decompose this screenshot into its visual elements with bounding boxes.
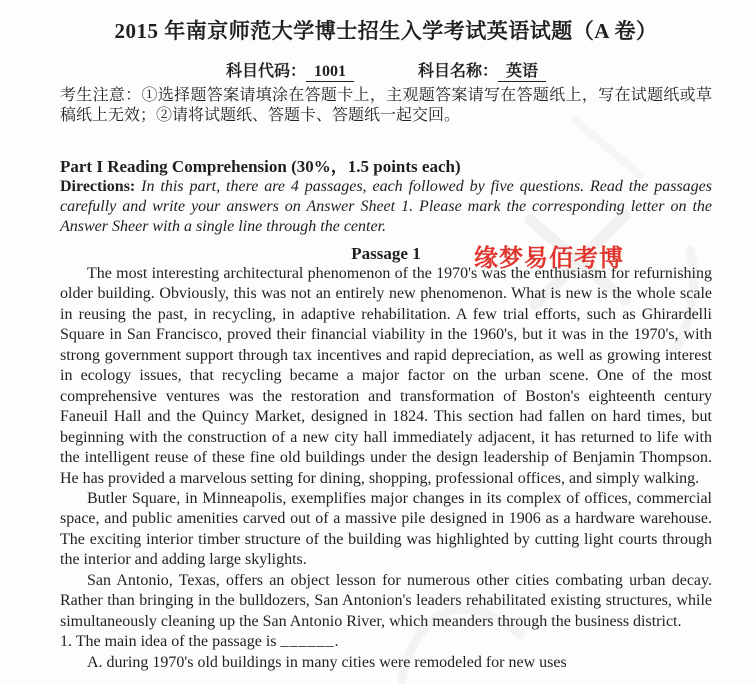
passage1-paragraph-2: Butler Square, in Minneapolis, exemplifies major changes in its complex of offices, commercial space, and public amenities carved out of a massive pile designed in 1906 as a hardware warehouse. The exciting interior timber structure of the building was highlighted by cutting light courts through the interior and adding large skylights. xyxy=(60,489,712,569)
question-1-period: . xyxy=(334,633,339,651)
red-brand-watermark: 缘梦易佰考博 xyxy=(474,245,624,272)
subject-code-value: 1001 xyxy=(306,63,354,82)
subject-line xyxy=(60,61,712,83)
question-1 xyxy=(60,632,712,652)
part1-heading: Part I Reading Comprehension (30%，1.5 points each) xyxy=(60,157,461,176)
subject-name-value: 英语 xyxy=(498,63,546,82)
subject-code-label: 科目代码： xyxy=(225,63,306,80)
directions-body: In this part, there are 4 passages, each followed by five questions. Read the passages carefully and write your answers on Answer Sheet 1. Please mark the corresponding letter on the Answer Sheer with a single line through the center. xyxy=(60,178,713,235)
subject-name-label: 科目名称： xyxy=(417,63,498,80)
question-1-option-a-cutoff: A. during 1970's old buildings in many cities were remodeled for new uses xyxy=(87,653,567,671)
directions-label: Directions: xyxy=(60,178,136,195)
part1-directions xyxy=(60,177,712,237)
directions-text xyxy=(60,178,712,235)
question-1-blank: ______ xyxy=(280,632,335,650)
page-title: 2015 年南京师范大学博士招生入学考试英语试题（A 卷） xyxy=(114,19,658,43)
question-1-text: 1. The main idea of the passage is xyxy=(60,633,281,651)
passage1-paragraph-1: The most interesting architectural phenomenon of the 1970's was the enthusiasm for refurnishing older building. Obviously, this was not an entirely new phenomenon. What is new is the whole scale in reusing the past, in recycling, in adaptive rehabilitation. A few trial efforts, such as Ghirardelli Square in San Francisco, proved their financial viability in the 1960's, but it was in the 1970's, with strong government support through tax incentives and rapid depreciation, as well as growing interest in ecology issues, that recycling became a major factor on the urban scene. One of the most comprehensive ventures was the restoration and transformation of Boston's eighteenth century Faneuil Hall and the Quincy Market, designed in 1824. This section had fallen on hard times, but beginning with the construction of a new city hall immediately adjacent, it has returned to life with the intelligent reuse of these fine old buildings under the design leadership of Benjamin Thompson. He has provided a marvelous setting for dining, shopping, professional offices, and simply walking. xyxy=(60,265,712,487)
passage1-heading: Passage 1 xyxy=(351,244,421,263)
candidate-notice: 考生注意：①选择题答案请填涂在答题卡上，主观题答案请写在答题纸上，写在试题纸或草稿纸上无效；②请将试题纸、答题卡、答题纸一起交回。 xyxy=(60,87,712,124)
passage1-paragraph-3: San Antonio, Texas, offers an object lesson for numerous other cities combating urban decay. Rather than bringing in the bulldozers, San Antonion's leaders rehabilitated existing structures, while simultaneously cleaning up the San Antonio River, which meanders through the business district. xyxy=(60,571,712,630)
